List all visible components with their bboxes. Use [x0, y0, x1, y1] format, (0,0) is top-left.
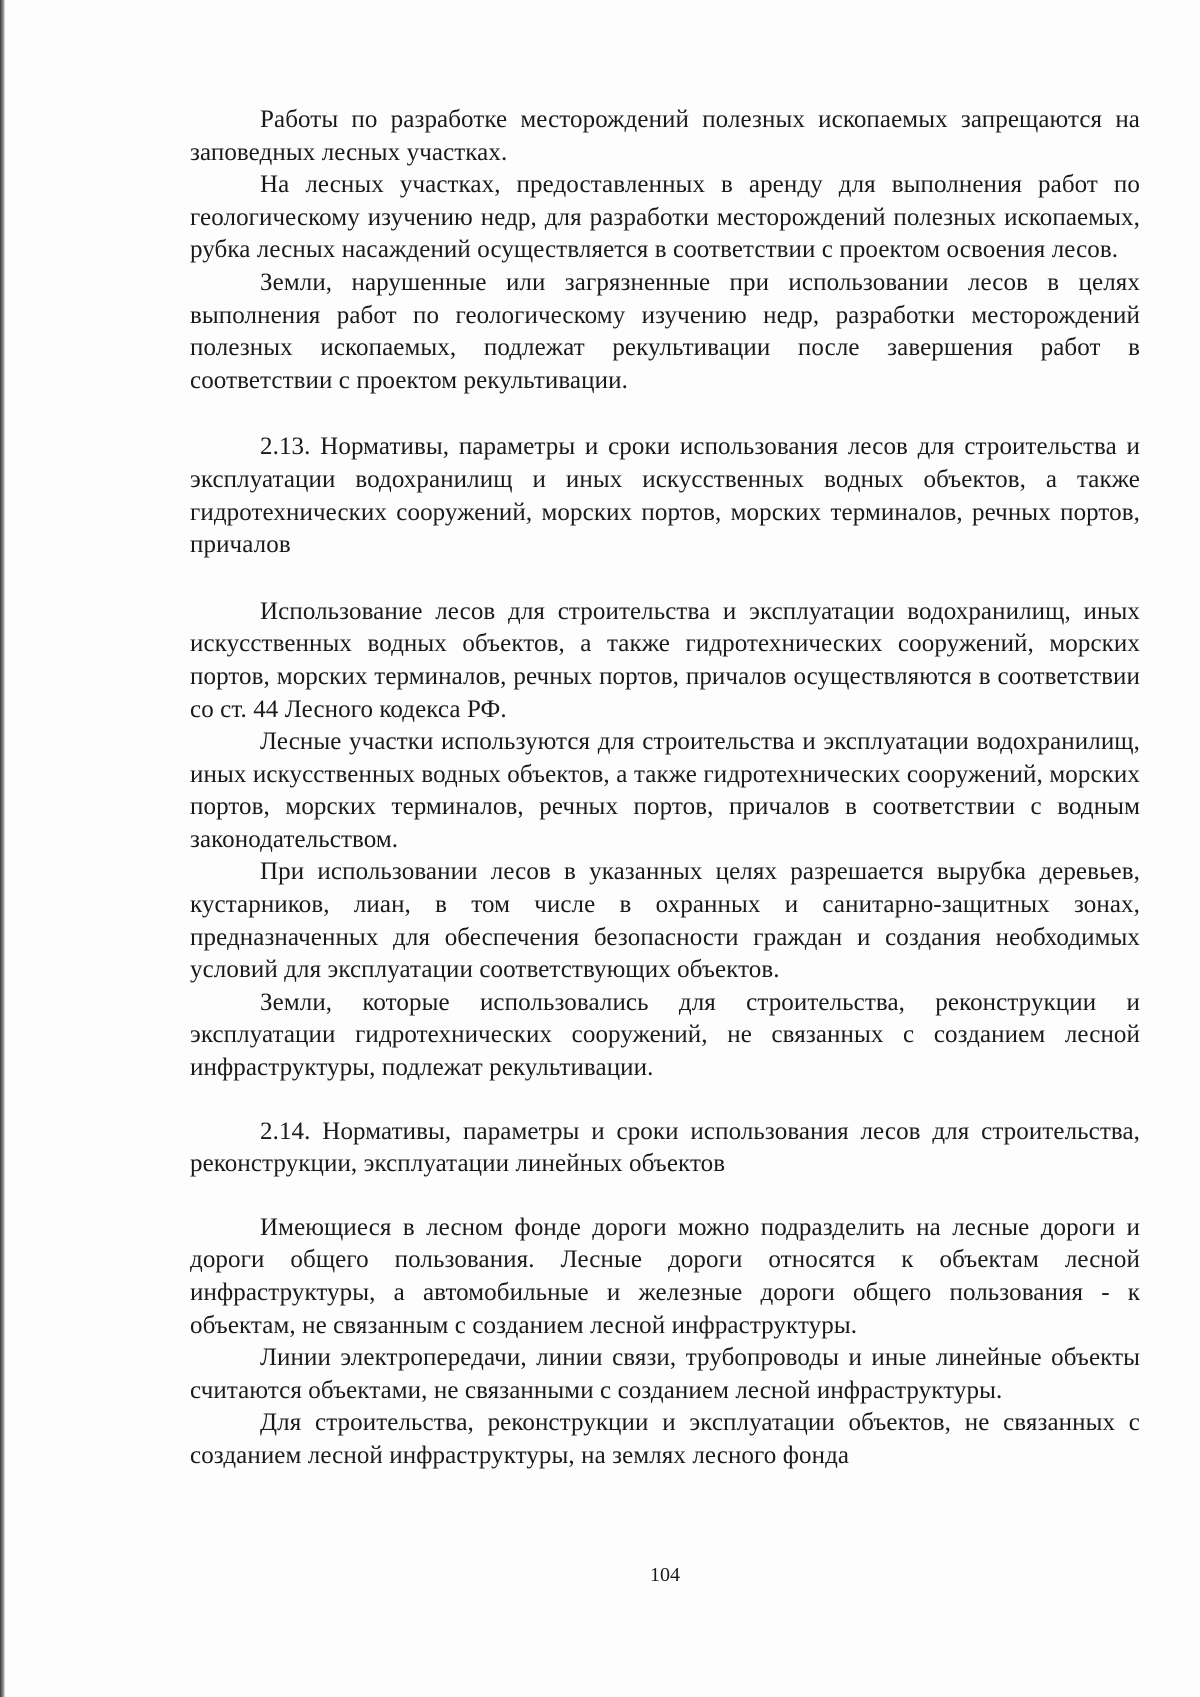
paragraph: На лесных участках, предоставленных в аренду для выполнения работ по геологическому изучению недр, для разработки месторождений полезных ископаемых, рубка лесных насаждений осуществляется в соответствии с проектом освоения лесов. — [190, 171, 1140, 264]
spacer — [190, 562, 1140, 596]
scan-edge — [0, 0, 5, 1697]
paragraph: Имеющиеся в лесном фонде дороги можно подразделить на лесные дороги и дороги общего пользования. Лесные дороги относятся к объектам лесной инфраструктуры, а автомобильные и железные дороги общего пользования - к объектам, не связанным с созданием лесной инфраструктуры. — [190, 1213, 1140, 1339]
spacer — [190, 397, 1140, 431]
spacer — [190, 1181, 1140, 1212]
paragraph: Лесные участки используются для строительства и эксплуатации водохранилищ, иных искусственных водных объектов, а также гидротехнических сооружений, морских портов, морских терминалов, речных портов, причалов в соответствии с водным законодательством. — [190, 728, 1140, 853]
paragraph: Земли, которые использовались для строительства, реконструкции и эксплуатации гидротехнических сооружений, не связанных с созданием лесной инфраструктуры, подлежат рекультивации. — [190, 988, 1140, 1082]
document-body — [190, 104, 1140, 1473]
paragraph: Для строительства, реконструкции и эксплуатации объектов, не связанных с созданием лесной инфраструктуры, на землях лесного фонда — [190, 1409, 1140, 1469]
spacer — [190, 1085, 1140, 1116]
page-number: 104 — [650, 1564, 680, 1586]
paragraph: Работы по разработке месторождений полезных ископаемых запрещаются на заповедных лесных участках. — [190, 106, 1140, 166]
paragraph: Линии электропередачи, линии связи, трубопроводы и иные линейные объекты считаются объектами, не связанными с созданием лесной инфраструктуры. — [190, 1344, 1140, 1404]
section-heading-2-13: 2.13. Нормативы, параметры и сроки использования лесов для строительства и эксплуатации водохранилищ и иных искусственных водных объектов, а также гидротехнических сооружений, морских портов, морских терминалов, речных портов, причалов — [190, 433, 1140, 559]
paragraph: При использовании лесов в указанных целях разрешается вырубка деревьев, кустарников, лиан, в том числе в охранных и санитарно-защитных зонах, предназначенных для обеспечения безопасности граждан и создания необходимых условий для эксплуатации соответствующих объектов. — [190, 858, 1140, 984]
section-heading-2-14: 2.14. Нормативы, параметры и сроки использования лесов для строительства, реконструкции, эксплуатации линейных объектов — [190, 1117, 1140, 1178]
paragraph: Земли, нарушенные или загрязненные при использовании лесов в целях выполнения работ по геологическому изучению недр, разработки месторождений полезных ископаемых, подлежат рекультивации после завершения работ в соответствии с проектом рекультивации. — [190, 268, 1140, 394]
paragraph: Использование лесов для строительства и эксплуатации водохранилищ, иных искусственных водных объектов, а также гидротехнических сооружений, морских портов, морских терминалов, речных портов, причалов осуществляются в соответствии со ст. 44 Лесного кодекса РФ. — [190, 597, 1140, 723]
